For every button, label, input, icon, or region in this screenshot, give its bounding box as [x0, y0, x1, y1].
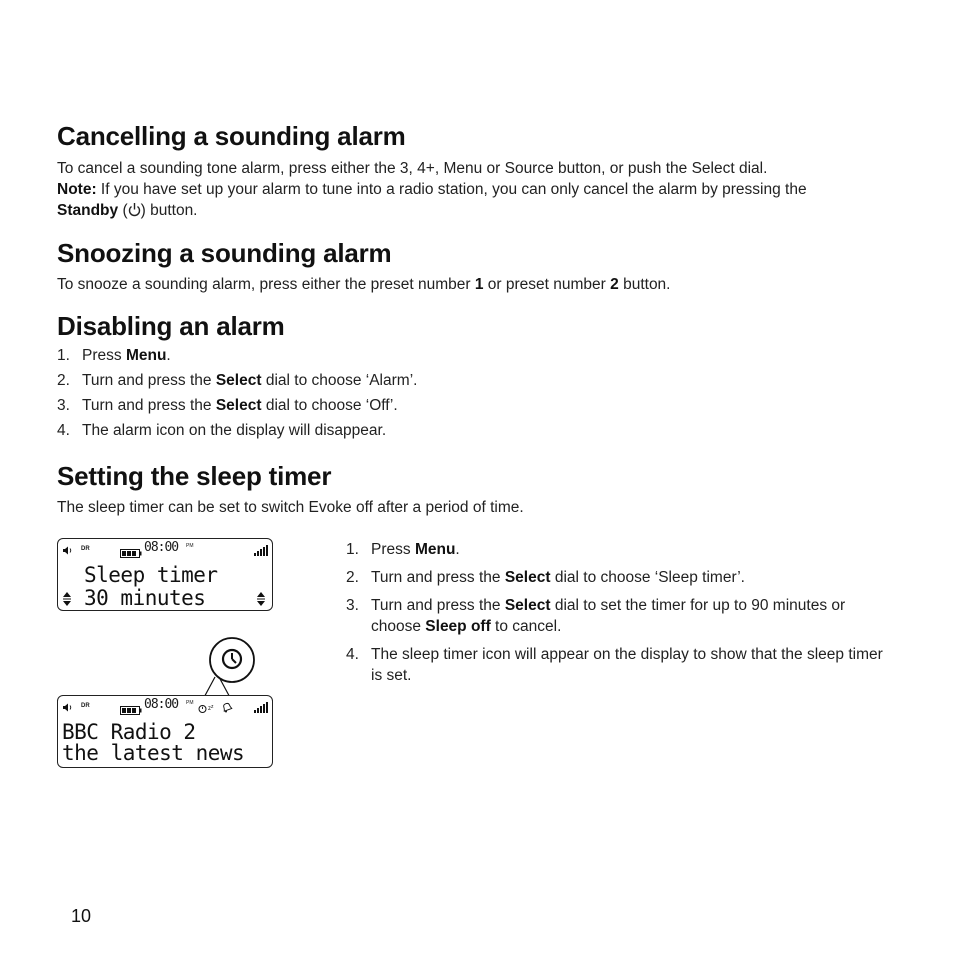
step-number: 1. [57, 347, 70, 364]
svg-text:z: z [208, 706, 211, 712]
step-bold: Select [215, 397, 262, 414]
dr-label: DR [81, 546, 90, 552]
scroll-arrows-icon [62, 591, 72, 612]
sleep-intro: The sleep timer can be set to switch Evoke off after a period of time. [57, 499, 524, 516]
display-clock: 08:00 [144, 540, 179, 555]
heading-snooze: Snoozing a sounding alarm [57, 238, 392, 268]
step-bold: Menu [125, 347, 167, 364]
speaker-icon [62, 700, 73, 718]
step-bold: Select [215, 372, 262, 389]
list-item [346, 595, 896, 637]
step-bold: Sleep off [425, 618, 491, 635]
note-text: If you have set up your alarm to tune into a radio station, you can only cancel the alarm by pressing the [96, 181, 807, 198]
sleep-steps [346, 539, 896, 686]
step-text: Press [371, 541, 415, 558]
snooze-text-b: or preset number [483, 276, 611, 293]
step-text: dial to choose ‘Alarm’. [261, 372, 418, 389]
step-text: dial to choose ‘Off’. [261, 397, 398, 414]
step-text: Press [82, 347, 126, 364]
heading-sleep: Setting the sleep timer [57, 461, 332, 491]
list-item [57, 372, 917, 397]
step-text: dial to set the timer for up to 90 minutes or choose [371, 597, 846, 635]
display-line-1: Sleep timer [84, 563, 218, 587]
battery-icon [120, 545, 142, 563]
step-number: 2. [57, 372, 70, 389]
svg-text:z: z [211, 704, 214, 710]
cancel-standby [57, 200, 917, 223]
battery-icon [120, 702, 142, 720]
dr-label: DR [81, 703, 90, 709]
step-text: The sleep timer icon will appear on the display to show that the sleep timer is set. [371, 646, 883, 684]
step-text: dial to choose ‘Sleep timer’. [550, 569, 745, 586]
step-number: 1. [346, 541, 359, 558]
power-icon [128, 202, 141, 223]
snooze-preset-1: 1 [474, 276, 484, 293]
cancel-note [57, 179, 917, 200]
list-item [346, 567, 896, 588]
scroll-arrows-icon [256, 591, 266, 612]
display-status-bar [58, 540, 272, 557]
step-text: . [455, 541, 460, 558]
pm-indicator: PM [186, 700, 194, 706]
sleep-icon [198, 701, 216, 719]
step-number: 3. [57, 397, 70, 414]
step-text: Turn and press the [82, 372, 216, 389]
list-item [57, 347, 917, 372]
step-bold: Select [504, 569, 551, 586]
step-number: 4. [57, 422, 70, 439]
standby-close: ) button. [140, 202, 198, 219]
step-bold: Select [504, 597, 551, 614]
step-number: 3. [346, 597, 359, 614]
step-text: . [166, 347, 171, 364]
step-text: to cancel. [490, 618, 562, 635]
display-line-1: BBC Radio 2 [62, 720, 196, 744]
standby-label: Standby [57, 202, 119, 219]
note-label: Note: [57, 181, 97, 198]
snooze-text-c: button. [618, 276, 671, 293]
display-clock: 08:00 [144, 697, 179, 712]
step-bold: Menu [414, 541, 456, 558]
step-text: Turn and press the [82, 397, 216, 414]
pm-indicator: PM [186, 543, 194, 549]
step-text: The alarm icon on the display will disappear. [82, 422, 387, 439]
cancel-line: To cancel a sounding tone alarm, press either the 3, 4+, Menu or Source button, or push the Select dial. [57, 160, 768, 177]
alarm-bell-icon [221, 700, 233, 718]
step-number: 4. [346, 646, 359, 663]
list-item [57, 422, 917, 447]
snooze-text-a: To snooze a sounding alarm, press either the preset number [57, 276, 475, 293]
snooze-paragraph [57, 274, 917, 295]
heading-disable: Disabling an alarm [57, 311, 285, 341]
signal-icon [254, 700, 268, 718]
list-item [346, 644, 896, 686]
disable-steps [57, 347, 917, 447]
step-number: 2. [346, 569, 359, 586]
display-status-bar [58, 697, 272, 714]
display-line-2: 30 minutes [84, 586, 206, 610]
heading-cancel: Cancelling a sounding alarm [57, 121, 406, 151]
step-text: Turn and press the [371, 569, 505, 586]
step-text: Turn and press the [371, 597, 505, 614]
snooze-preset-2: 2 [610, 276, 619, 293]
speaker-icon [62, 543, 73, 561]
standby-open: ( [118, 202, 128, 219]
cancel-paragraph [57, 158, 917, 223]
list-item [57, 397, 917, 422]
list-item [346, 539, 896, 560]
radio-display-sleep-set [57, 695, 273, 768]
signal-icon [254, 543, 268, 561]
radio-display-sleep-timer [57, 538, 273, 611]
display-line-2: the latest news [62, 741, 245, 765]
page-number: 10 [71, 906, 92, 926]
